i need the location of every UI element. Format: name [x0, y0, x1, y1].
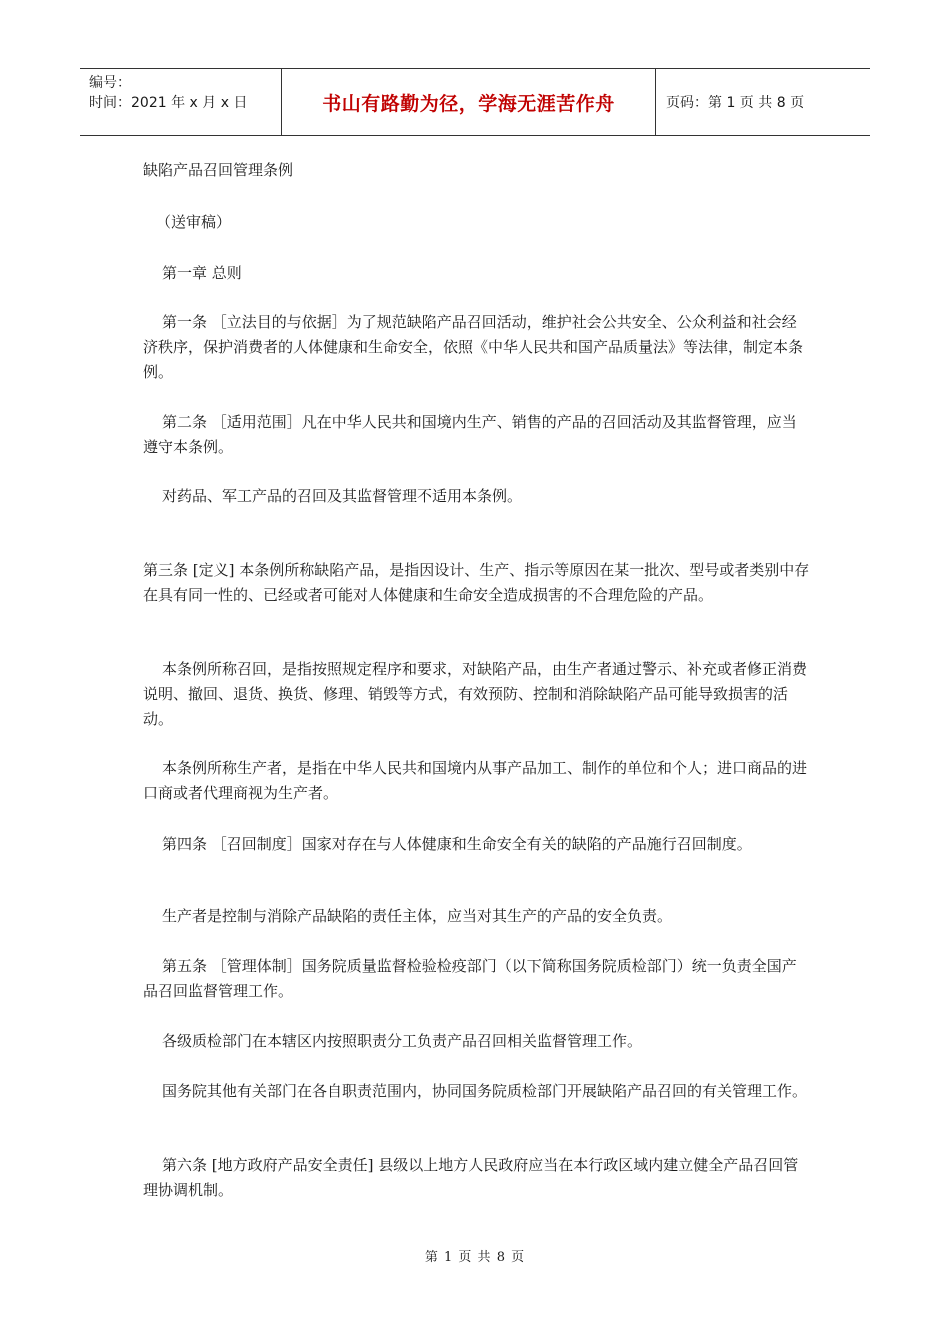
paragraph-local-departments: 各级质检部门在本辖区内按照职责分工负责产品召回相关监督管理工作。: [162, 1032, 643, 1050]
page-header: [80, 68, 870, 136]
paragraph-article-6: 第六条 [地方政府产品安全责任] 县级以上地方人民政府应当在本行政区域内建立健全产品召回管理协调机制。: [143, 1156, 799, 1199]
page-footer: 第 1 页 共 8 页: [424, 1250, 526, 1265]
paragraph-article-1: 第一条 ［立法目的与依据］为了规范缺陷产品召回活动，维护社会公共安全、公众利益和社会经济秩序，保护消费者的人体健康和生命安全，依照《中华人民共和国产品质量法》等法律，制定本条例。: [143, 313, 804, 381]
paragraph-producer-definition: 本条例所称生产者，是指在中华人民共和国境内从事产品加工、制作的单位和个人；进口商品的进口商或者代理商视为生产者。: [143, 759, 808, 802]
chapter-heading: 第一章 总则: [162, 264, 242, 282]
header-page-info: 页码：第 1 页 共 8 页: [666, 95, 805, 111]
document-title: 缺陷产品召回管理条例: [143, 161, 294, 179]
header-meta: [80, 69, 282, 135]
paragraph-article-2-exclusion: 对药品、军工产品的召回及其监督管理不适用本条例。: [162, 487, 523, 505]
paragraph-other-departments: 国务院其他有关部门在各自职责范围内，协同国务院质检部门开展缺陷产品召回的有关管理工作。: [162, 1082, 808, 1100]
document-subtitle: （送审稿）: [156, 213, 232, 231]
paragraph-article-3: 第三条 [定义] 本条例所称缺陷产品，是指因设计、生产、指示等原因在某一批次、型号或者类别中存在具有同一性的、已经或者可能对人体健康和生命安全造成损害的不合理危险的产品。: [143, 561, 810, 604]
paragraph-article-2: 第二条 ［适用范围］凡在中华人民共和国境内生产、销售的产品的召回活动及其监督管理，应当遵守本条例。: [143, 413, 797, 456]
paragraph-article-4: 第四条 ［召回制度］国家对存在与人体健康和生命安全有关的缺陷的产品施行召回制度。: [162, 835, 752, 853]
header-motto: 书山有路勤为径，学海无涯苦作舟: [282, 69, 656, 135]
paragraph-article-5: 第五条 ［管理体制］国务院质量监督检验检疫部门（以下简称国务院质检部门）统一负责全国产品召回监督管理工作。: [143, 957, 797, 1000]
paragraph-producer-responsibility: 生产者是控制与消除产品缺陷的责任主体，应当对其生产的产品的安全负责。: [162, 907, 673, 925]
date-line: 时间：2021 年 x 月 x 日: [89, 95, 248, 111]
serial-label: 编号：: [89, 75, 131, 91]
paragraph-recall-definition: 本条例所称召回，是指按照规定程序和要求，对缺陷产品，由生产者通过警示、补充或者修正消费说明、撤回、退货、换货、修理、销毁等方式，有效预防、控制和消除缺陷产品可能导致损害的活动。: [143, 660, 808, 728]
